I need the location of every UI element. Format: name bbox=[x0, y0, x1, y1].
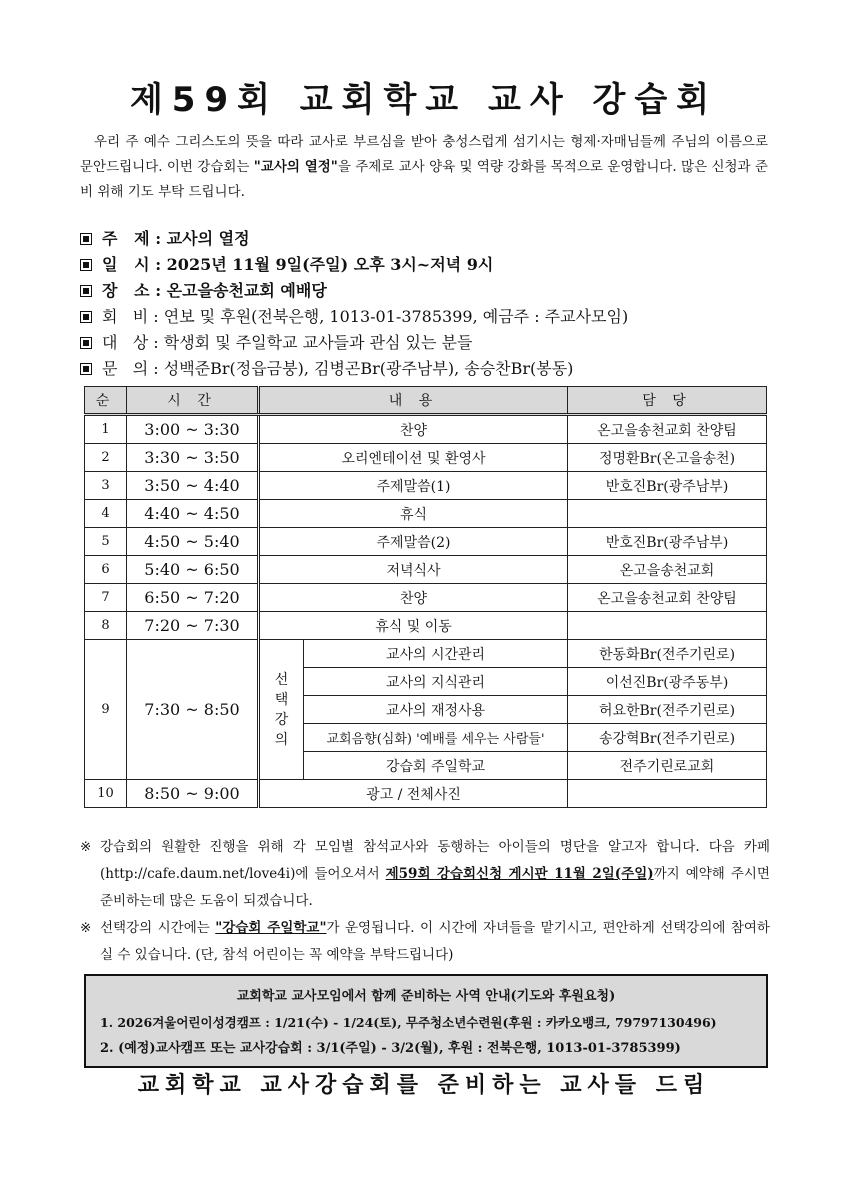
row-no: 4 bbox=[85, 500, 127, 528]
table-row bbox=[85, 444, 767, 472]
row-content: 휴식 및 이동 bbox=[259, 612, 568, 640]
row-content: 광고 / 전체사진 bbox=[259, 780, 568, 808]
elective-content: 교사의 지식관리 bbox=[304, 668, 568, 696]
note-registration bbox=[80, 834, 770, 915]
intro-text-2: 을 주제로 교사 양육 및 역량 강화를 목적으로 운영합니다. 많은 신청과 준비 위해 기도 부탁 드립니다. bbox=[80, 159, 768, 200]
info-label: 문 의 bbox=[102, 359, 149, 378]
header-no: 순 bbox=[85, 387, 127, 415]
row-lead: 온고을송천교회 찬양팀 bbox=[568, 584, 767, 612]
row-content: 오리엔테이션 및 환영사 bbox=[259, 444, 568, 472]
elective-lead: 이선진Br(광주동부) bbox=[568, 668, 767, 696]
info-label: 장 소 bbox=[102, 281, 150, 300]
signature-footer: 교회학교 교사강습회를 준비하는 교사들 드림 bbox=[137, 1073, 711, 1098]
elective-lead: 허요한Br(전주기린로) bbox=[568, 696, 767, 724]
row-time: 7:20 ~ 7:30 bbox=[127, 612, 259, 640]
info-label: 주 제 bbox=[102, 229, 150, 248]
row-lead bbox=[568, 780, 767, 808]
row-lead: 정명환Br(온고을송천) bbox=[568, 444, 767, 472]
elective-content: 강습회 주일학교 bbox=[304, 752, 568, 780]
header-content: 내 용 bbox=[259, 387, 568, 415]
header-lead: 담 당 bbox=[568, 387, 767, 415]
row-content: 찬양 bbox=[259, 584, 568, 612]
table-row bbox=[85, 415, 767, 444]
notice-title: 교회학교 교사모임에서 함께 준비하는 사역 안내(기도와 후원요청) bbox=[236, 989, 616, 1004]
info-value: 연보 및 후원(전북은행, 1013-01-3785399, 예금주 : 주교사모임) bbox=[163, 307, 629, 326]
row-content: 주제말씀(1) bbox=[259, 472, 568, 500]
ministry-notice-box bbox=[84, 974, 768, 1068]
note-highlight: 제59회 강습회신청 게시판 11월 2일(주일) bbox=[385, 866, 654, 882]
elective-lead: 전주기린로교회 bbox=[568, 752, 767, 780]
table-row bbox=[85, 556, 767, 584]
table-row bbox=[85, 472, 767, 500]
row-no: 1 bbox=[85, 415, 127, 444]
info-place: 장 소 : 온고을송천교회 예배당 bbox=[80, 278, 770, 304]
elective-content: 교회음향(심화) '예배를 세우는 사람들' bbox=[304, 724, 568, 752]
info-target: 대 상 : 학생회 및 주일학교 교사들과 관심 있는 분들 bbox=[80, 330, 770, 356]
info-contact: 문 의 : 성백준Br(정읍금붕), 김병곤Br(광주남부), 송승찬Br(봉동) bbox=[80, 356, 770, 382]
row-lead: 반호진Br(광주남부) bbox=[568, 528, 767, 556]
row-no: 5 bbox=[85, 528, 127, 556]
notice-line: 2. (예정)교사캠프 또는 교사강습회 : 3/1(주일) - 3/2(월), 후원 : 전북은행, 1013-01-3785399) bbox=[100, 1041, 681, 1056]
row-time: 7:30 ~ 8:50 bbox=[127, 640, 259, 780]
schedule-table bbox=[84, 386, 767, 808]
row-lead bbox=[568, 500, 767, 528]
intro-theme: "교사의 열정" bbox=[253, 159, 338, 175]
table-row bbox=[85, 780, 767, 808]
row-content: 주제말씀(2) bbox=[259, 528, 568, 556]
row-no: 10 bbox=[85, 780, 127, 808]
note-highlight: "강습회 주일학교" bbox=[215, 920, 327, 936]
info-value: 교사의 열정 bbox=[166, 229, 250, 248]
square-bullet-icon bbox=[80, 233, 92, 245]
info-value: 성백준Br(정읍금붕), 김병곤Br(광주남부), 송승찬Br(봉동) bbox=[163, 359, 574, 378]
square-bullet-icon bbox=[80, 363, 92, 375]
row-content: 찬양 bbox=[259, 415, 568, 444]
row-time: 4:50 ~ 5:40 bbox=[127, 528, 259, 556]
row-no: 2 bbox=[85, 444, 127, 472]
row-no: 6 bbox=[85, 556, 127, 584]
square-bullet-icon bbox=[80, 259, 92, 271]
note-text: 까지 예약해 주시면 준비하는데 많은 도움이 되겠습니다. bbox=[100, 866, 770, 909]
note-text: 선택강의 시간에는 bbox=[100, 920, 216, 936]
note-text: 강습회의 원활한 진행을 위해 각 모임별 참석교사와 동행하는 아이들의 명단을 알고자 합니다. 다음 카페(http://cafe.daum.net/love4i)에 들어오셔서 bbox=[100, 839, 770, 882]
elective-lead: 한동화Br(전주기린로) bbox=[568, 640, 767, 668]
row-time: 6:50 ~ 7:20 bbox=[127, 584, 259, 612]
notes-section bbox=[80, 834, 770, 969]
reference-mark-icon: ※ bbox=[80, 839, 92, 855]
square-bullet-icon bbox=[80, 285, 92, 297]
row-lead: 반호진Br(광주남부) bbox=[568, 472, 767, 500]
info-label: 일 시 bbox=[102, 255, 150, 274]
info-value: 학생회 및 주일학교 교사들과 관심 있는 분들 bbox=[163, 333, 473, 352]
row-time: 8:50 ~ 9:00 bbox=[127, 780, 259, 808]
elective-content: 교사의 재정사용 bbox=[304, 696, 568, 724]
row-no: 7 bbox=[85, 584, 127, 612]
info-fee: 회 비 : 연보 및 후원(전북은행, 1013-01-3785399, 예금주 : 주교사모임) bbox=[80, 304, 770, 330]
page-title: 제59회 교회학교 교사 강습회 bbox=[129, 80, 719, 120]
note-childcare bbox=[80, 915, 770, 969]
reference-mark-icon: ※ bbox=[80, 920, 92, 936]
row-no: 3 bbox=[85, 472, 127, 500]
info-value: 2025년 11월 9일(주일) 오후 3시~저녁 9시 bbox=[166, 255, 494, 274]
elective-label: 선택강의 bbox=[259, 640, 304, 780]
table-row bbox=[85, 528, 767, 556]
table-row bbox=[85, 612, 767, 640]
table-row bbox=[85, 500, 767, 528]
schedule-header-row bbox=[85, 387, 767, 415]
info-label: 회 비 bbox=[102, 307, 149, 326]
info-theme: 주 제 : 교사의 열정 bbox=[80, 226, 770, 252]
row-no: 8 bbox=[85, 612, 127, 640]
intro-paragraph bbox=[80, 130, 768, 205]
row-time: 3:50 ~ 4:40 bbox=[127, 472, 259, 500]
elective-lead: 송강혁Br(전주기린로) bbox=[568, 724, 767, 752]
notice-line: 1. 2026겨울어린이성경캠프 : 1/21(수) - 1/24(토), 무주청소년수련원(후원 : 카카오뱅크, 79797130496) bbox=[100, 1015, 717, 1030]
intro-text-1: 우리 주 예수 그리스도의 뜻을 따라 교사로 부르심을 받아 충성스럽게 섬기시는 형제·자매님들께 주님의 이름으로 문안드립니다. 이번 강습회는 bbox=[80, 134, 768, 175]
square-bullet-icon bbox=[80, 311, 92, 323]
info-value: 온고을송천교회 예배당 bbox=[166, 281, 327, 300]
row-lead bbox=[568, 612, 767, 640]
table-row bbox=[85, 584, 767, 612]
header-time: 시 간 bbox=[127, 387, 259, 415]
info-label: 대 상 bbox=[102, 333, 149, 352]
row-lead: 온고을송천교회 bbox=[568, 556, 767, 584]
row-time: 3:00 ~ 3:30 bbox=[127, 415, 259, 444]
row-time: 4:40 ~ 4:50 bbox=[127, 500, 259, 528]
row-time: 5:40 ~ 6:50 bbox=[127, 556, 259, 584]
event-info-list bbox=[80, 226, 770, 382]
row-content: 휴식 bbox=[259, 500, 568, 528]
elective-content: 교사의 시간관리 bbox=[304, 640, 568, 668]
square-bullet-icon bbox=[80, 337, 92, 349]
row-time: 3:30 ~ 3:50 bbox=[127, 444, 259, 472]
table-row-elective bbox=[85, 640, 767, 668]
info-date: 일 시 : 2025년 11월 9일(주일) 오후 3시~저녁 9시 bbox=[80, 252, 770, 278]
row-lead: 온고을송천교회 찬양팀 bbox=[568, 415, 767, 444]
row-no: 9 bbox=[85, 640, 127, 780]
note-text: 가 운영됩니다. 이 시간에 자녀들을 맡기시고, 편안하게 선택강의에 참여하실 수 있습니다. (단, 참석 어린이는 꼭 예약을 부탁드립니다) bbox=[100, 920, 770, 963]
row-content: 저녁식사 bbox=[259, 556, 568, 584]
